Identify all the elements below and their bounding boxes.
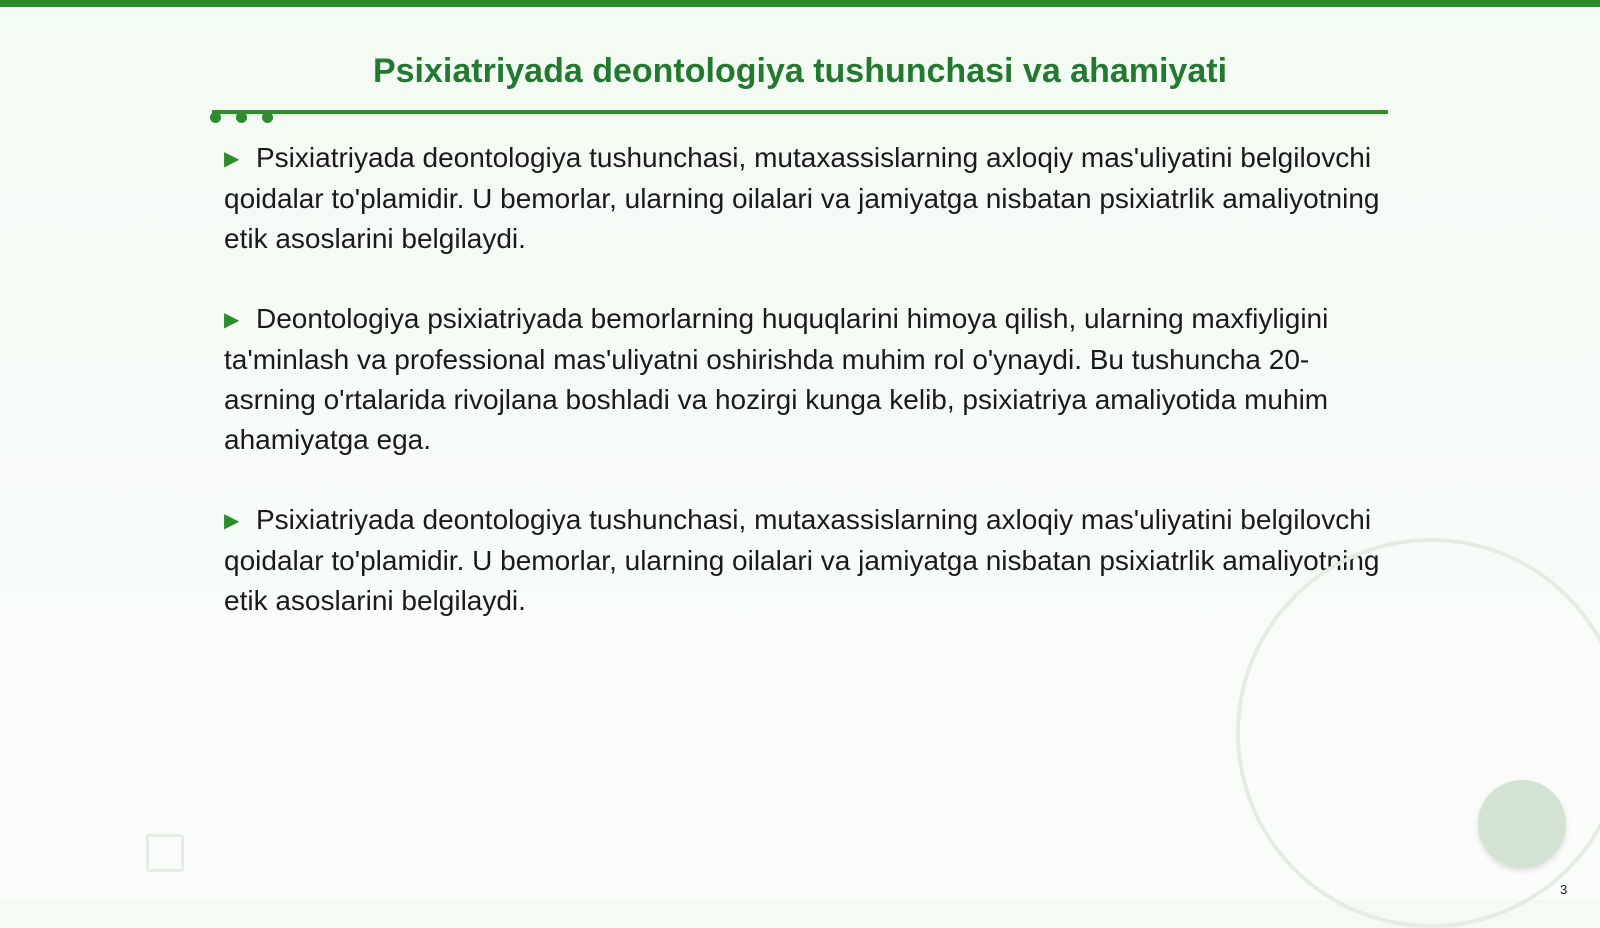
bullet-paragraph bbox=[224, 299, 1384, 460]
decor-dot bbox=[236, 112, 247, 123]
bullet-triangle-icon: ▶ bbox=[224, 309, 240, 331]
title-underline bbox=[212, 110, 1388, 114]
paragraph-text: Psixiatriyada deontologiya tushunchasi, mutaxassislarning axloqiy mas'uliyatini belgilovchi qoidalar to'plamidir. U bemorlar, ularning oilalari va jamiyatga nisbatan psixiatrlik amaliyotning etik asoslarini belgilaydi. bbox=[224, 142, 1380, 254]
slide-content bbox=[224, 138, 1384, 661]
decor-dot bbox=[262, 112, 273, 123]
decor-disc bbox=[1478, 780, 1566, 868]
top-accent-bar bbox=[0, 0, 1600, 7]
decor-square bbox=[146, 834, 184, 872]
slide-title: Psixiatriyada deontologiya tushunchasi va ahamiyati bbox=[372, 52, 1228, 90]
bullet-paragraph bbox=[224, 500, 1384, 621]
bullet-triangle-icon: ▶ bbox=[224, 148, 240, 170]
decor-dot bbox=[210, 112, 221, 123]
paragraph-text: Deontologiya psixiatriyada bemorlarning huquqlarini himoya qilish, ularning maxfiyligini ta'minlash va professional mas'uliyatni oshirishda muhim rol o'ynaydi. Bu tushuncha 20-asrning o'rtalarida rivojlana boshladi va hozirgi kunga kelib, psixiatriya amaliyotida muhim ahamiyatga ega. bbox=[224, 303, 1329, 455]
bullet-paragraph bbox=[224, 138, 1384, 259]
page-number: 3 bbox=[1560, 882, 1568, 897]
decor-ring bbox=[1236, 538, 1600, 928]
paragraph-text: Psixiatriyada deontologiya tushunchasi, mutaxassislarning axloqiy mas'uliyatini belgilovchi qoidalar to'plamidir. U bemorlar, ularning oilalari va jamiyatga nisbatan psixiatrlik amaliyotning etik asoslarini belgilaydi. bbox=[224, 504, 1380, 616]
bullet-triangle-icon: ▶ bbox=[224, 510, 240, 532]
